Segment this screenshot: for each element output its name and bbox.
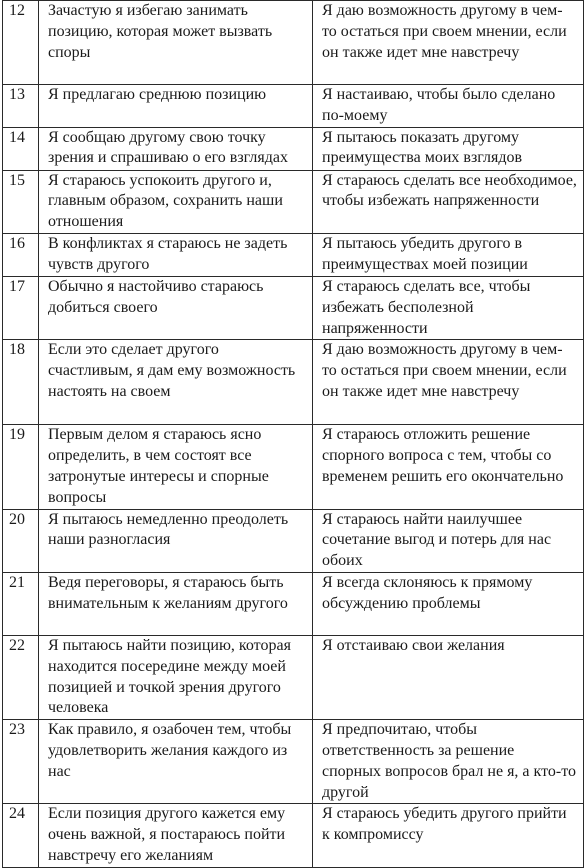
table-row [3,340,584,425]
row-number: 14 [3,127,39,170]
statement-b: Я даю возможность другому в чем-то остаться при своем мнении, если он также идет мне навстречу [313,1,584,85]
statement-a: Обычно я настойчиво стараюсь добиться своего [39,276,313,339]
statement-b: Я стараюсь убедить другого прийти к компромиссу [313,804,584,867]
statement-a: В конфликтах я стараюсь не задеть чувств другого [39,233,313,276]
table-row [3,425,584,509]
statement-a: Я сообщаю другому свою точку зрения и спрашиваю о его взглядах [39,127,313,170]
statement-a: Если это сделает другого счастливым, я дам ему возможность настоять на своем [39,340,313,425]
table-row [3,1,584,85]
row-number: 17 [3,276,39,339]
statement-a: Как правило, я озабочен тем, чтобы удовлетворить желания каждого из нас [39,720,313,804]
statement-b: Я стараюсь сделать все необходимое, чтобы избежать напряженности [313,170,584,233]
statement-b: Я пытаюсь убедить другого в преимуществах моей позиции [313,233,584,276]
row-number: 18 [3,340,39,425]
statement-b: Я стараюсь отложить решение спорного вопроса с тем, чтобы со временем решить его окончательно [313,425,584,509]
statement-b: Я предпочитаю, чтобы ответственность за решение спорных вопросов брал не я, а кто-то другой [313,720,584,804]
row-number: 23 [3,720,39,804]
table-row [3,572,584,635]
statement-b: Я настаиваю, чтобы было сделано по-моему [313,85,584,128]
table-row [3,233,584,276]
statement-a: Ведя переговоры, я стараюсь быть внимательным к желаниям другого [39,572,313,635]
statement-a: Я предлагаю среднюю позицию [39,85,313,128]
table-row [3,170,584,233]
statement-b: Я стараюсь сделать все, чтобы избежать бесполезной напряженности [313,276,584,339]
statement-b: Я отстаиваю свои желания [313,635,584,719]
row-number: 21 [3,572,39,635]
statement-b: Я даю возможность другому в чем-то остаться при своем мнении, если он также идет мне навстречу [313,340,584,425]
statement-a: Я пытаюсь найти позицию, которая находится посередине между моей позицией и точкой зрения другого человека [39,635,313,719]
questionnaire-table [2,0,584,868]
statement-a: Первым делом я стараюсь ясно определить, в чем состоят все затронутые интересы и спорные вопросы [39,425,313,509]
statement-a: Я пытаюсь немедленно преодолеть наши разногласия [39,509,313,572]
row-number: 12 [3,1,39,85]
table-row [3,509,584,572]
row-number: 19 [3,425,39,509]
row-number: 13 [3,85,39,128]
statement-b: Я пытаюсь показать другому преимущества моих взглядов [313,127,584,170]
row-number: 16 [3,233,39,276]
row-number: 20 [3,509,39,572]
statement-a: Я стараюсь успокоить другого и, главным образом, сохранить наши отношения [39,170,313,233]
table-row [3,127,584,170]
statement-a: Если позиция другого кажется ему очень важной, я постараюсь пойти навстречу его желаниям [39,804,313,867]
row-number: 22 [3,635,39,719]
table-row [3,720,584,804]
table-row [3,85,584,128]
table-row [3,635,584,719]
statement-a: Зачастую я избегаю занимать позицию, которая может вызвать споры [39,1,313,85]
row-number: 15 [3,170,39,233]
statement-b: Я стараюсь найти наилучшее сочетание выгод и потерь для нас обоих [313,509,584,572]
statement-b: Я всегда склоняюсь к прямому обсуждению проблемы [313,572,584,635]
row-number: 24 [3,804,39,867]
table-row [3,804,584,867]
table-row [3,276,584,339]
